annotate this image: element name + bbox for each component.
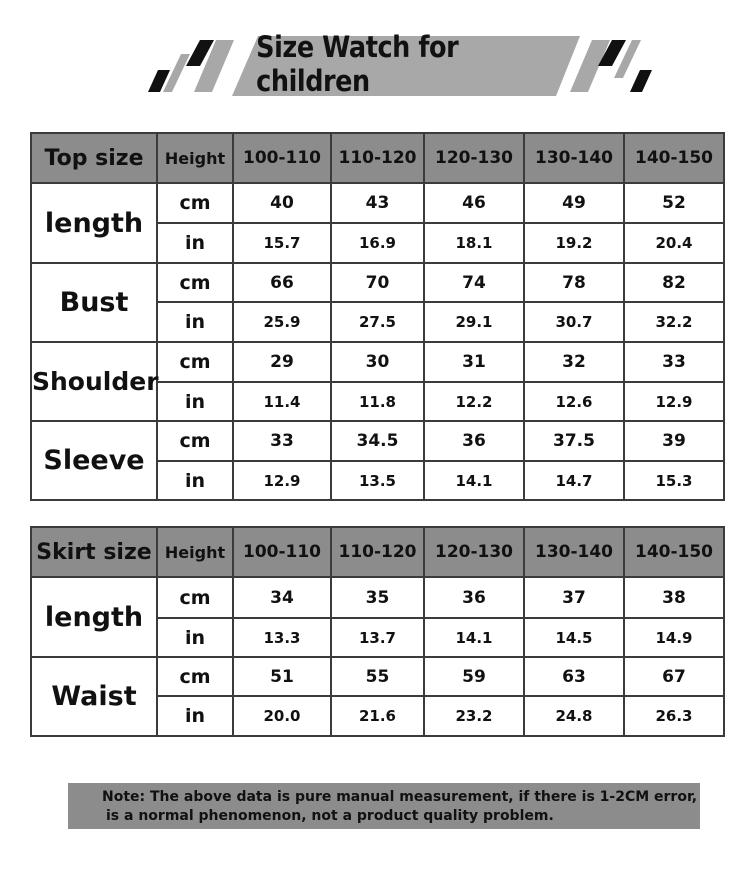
value-cell: 26.3 (624, 696, 724, 736)
value-cell: 13.3 (233, 618, 331, 657)
value-cell: 19.2 (524, 223, 624, 263)
value-cell: 21.6 (331, 696, 424, 736)
value-cell: 55 (331, 657, 424, 696)
value-cell: 74 (424, 263, 524, 302)
value-cell: 33 (624, 342, 724, 382)
unit-in: in (157, 461, 233, 500)
unit-cm: cm (157, 263, 233, 302)
value-cell: 13.5 (331, 461, 424, 500)
value-cell: 33 (233, 421, 331, 461)
value-cell: 18.1 (424, 223, 524, 263)
value-cell: 30 (331, 342, 424, 382)
height-range: 100-110 (233, 527, 331, 577)
height-range: 120-130 (424, 133, 524, 183)
value-cell: 15.3 (624, 461, 724, 500)
skirt-size-corner: Skirt size (31, 527, 157, 577)
value-cell: 59 (424, 657, 524, 696)
unit-in: in (157, 302, 233, 342)
value-cell: 16.9 (331, 223, 424, 263)
value-cell: 40 (233, 183, 331, 223)
value-cell: 14.1 (424, 461, 524, 500)
unit-in: in (157, 223, 233, 263)
value-cell: 78 (524, 263, 624, 302)
value-cell: 36 (424, 421, 524, 461)
value-cell: 30.7 (524, 302, 624, 342)
skirt-header-row (31, 527, 724, 577)
row-label-shoulder: Shoulder (31, 342, 157, 421)
table-row (31, 342, 724, 382)
value-cell: 32.2 (624, 302, 724, 342)
value-cell: 29 (233, 342, 331, 382)
page-title: Size Watch for children (256, 30, 459, 98)
value-cell: 12.6 (524, 382, 624, 421)
value-cell: 12.9 (624, 382, 724, 421)
unit-cm: cm (157, 183, 233, 223)
value-cell: 12.2 (424, 382, 524, 421)
value-cell: 35 (331, 577, 424, 618)
value-cell: 67 (624, 657, 724, 696)
note-line-2: is a normal phenomenon, not a product quality problem. (106, 808, 554, 824)
value-cell: 37.5 (524, 421, 624, 461)
value-cell: 14.5 (524, 618, 624, 657)
value-cell: 82 (624, 263, 724, 302)
table-row (31, 577, 724, 618)
top-header-row (31, 133, 724, 183)
value-cell: 66 (233, 263, 331, 302)
height-range: 140-150 (624, 527, 724, 577)
right-stripe-4 (630, 70, 652, 92)
value-cell: 46 (424, 183, 524, 223)
value-cell: 11.4 (233, 382, 331, 421)
row-label-skirt-length: length (31, 577, 157, 657)
row-label-bust: Bust (31, 263, 157, 342)
row-label-waist: Waist (31, 657, 157, 736)
value-cell: 51 (233, 657, 331, 696)
value-cell: 49 (524, 183, 624, 223)
value-cell: 34 (233, 577, 331, 618)
note-box (68, 783, 700, 829)
height-range: 120-130 (424, 527, 524, 577)
value-cell: 20.0 (233, 696, 331, 736)
value-cell: 63 (524, 657, 624, 696)
value-cell: 34.5 (331, 421, 424, 461)
value-cell: 52 (624, 183, 724, 223)
value-cell: 14.1 (424, 618, 524, 657)
unit-cm: cm (157, 577, 233, 618)
value-cell: 70 (331, 263, 424, 302)
table-row (31, 183, 724, 223)
value-cell: 27.5 (331, 302, 424, 342)
value-cell: 25.9 (233, 302, 331, 342)
value-cell: 14.7 (524, 461, 624, 500)
value-cell: 38 (624, 577, 724, 618)
value-cell: 23.2 (424, 696, 524, 736)
value-cell: 15.7 (233, 223, 331, 263)
height-range: 140-150 (624, 133, 724, 183)
value-cell: 12.9 (233, 461, 331, 500)
top-size-table (30, 132, 725, 501)
unit-cm: cm (157, 421, 233, 461)
height-range: 130-140 (524, 133, 624, 183)
value-cell: 43 (331, 183, 424, 223)
skirt-size-table (30, 526, 725, 737)
unit-cm: cm (157, 342, 233, 382)
height-range: 110-120 (331, 527, 424, 577)
table-row (31, 421, 724, 461)
unit-in: in (157, 696, 233, 736)
value-cell: 11.8 (331, 382, 424, 421)
unit-in: in (157, 618, 233, 657)
row-label-length: length (31, 183, 157, 263)
unit-in: in (157, 382, 233, 421)
value-cell: 32 (524, 342, 624, 382)
row-label-sleeve: Sleeve (31, 421, 157, 500)
value-cell: 29.1 (424, 302, 524, 342)
value-cell: 39 (624, 421, 724, 461)
value-cell: 20.4 (624, 223, 724, 263)
value-cell: 37 (524, 577, 624, 618)
height-range: 110-120 (331, 133, 424, 183)
height-label: Height (157, 527, 233, 577)
table-row (31, 657, 724, 696)
title-banner (0, 0, 750, 110)
value-cell: 13.7 (331, 618, 424, 657)
value-cell: 24.8 (524, 696, 624, 736)
value-cell: 31 (424, 342, 524, 382)
height-label: Height (157, 133, 233, 183)
height-range: 100-110 (233, 133, 331, 183)
value-cell: 14.9 (624, 618, 724, 657)
value-cell: 36 (424, 577, 524, 618)
unit-cm: cm (157, 657, 233, 696)
height-range: 130-140 (524, 527, 624, 577)
table-row (31, 263, 724, 302)
note-line-1: Note: The above data is pure manual measurement, if there is 1-2CM error, (102, 789, 698, 805)
top-size-corner: Top size (31, 133, 157, 183)
